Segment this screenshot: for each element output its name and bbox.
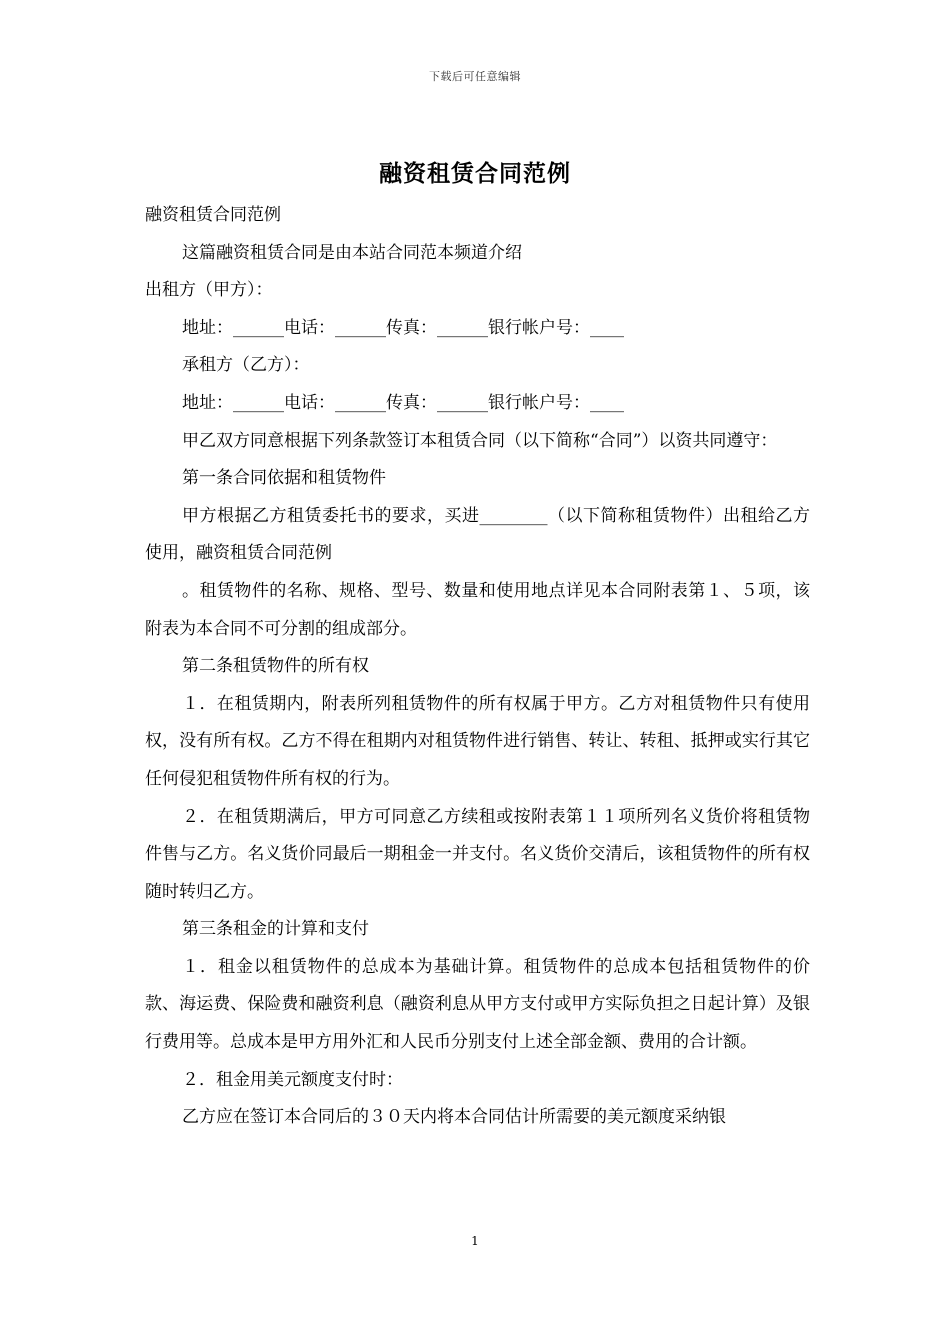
paragraph-subtitle: 融资租赁合同范例: [145, 205, 281, 225]
article-heading-3: 第三条租金的计算和支付: [182, 919, 369, 940]
paragraph-article-3-item-2: ２．租金用美元额度支付时：: [182, 1069, 403, 1090]
paragraph-lessee: 承租方（乙方）：: [182, 355, 310, 376]
article-heading-1: 第一条合同依据和租赁物件: [182, 468, 386, 489]
paragraph-article-3-item-1: １．租金以租赁物件的总成本为基础计算。租赁物件的总成本包括租赁物件的价款、海运费、保险费和融资利息（融资利息从甲方支付或甲方实际负担之日起计算）及银行费用等。总成本是甲方用外汇和人民币分别支付上述全部金额、费用的合计额。: [145, 956, 810, 1053]
page-number: 1: [471, 1234, 479, 1248]
article-heading-2: 第二条租赁物件的所有权: [182, 656, 369, 677]
paragraph-lessor: 出租方（甲方）：: [145, 280, 273, 301]
paragraph-lessor-contact: 地址：______电话：______传真：______银行帐户号：____: [182, 317, 624, 338]
paragraph-article-2-item-2: ２．在租赁期满后，甲方可同意乙方续租或按附表第１１项所列名义货价将租赁物件售与乙方。名义货价同最后一期租金一并支付。名义货价交清后，该租赁物件的所有权随时转归乙方。: [145, 806, 810, 902]
document-title: 融资租赁合同范例: [379, 160, 571, 187]
paragraph-intro: 这篇融资租赁合同是由本站合同范本频道介绍: [182, 242, 522, 263]
paragraph-article-1-detail: 。租赁物件的名称、规格、型号、数量和使用地点详见本合同附表第１、５项，该附表为本合同不可分割的组成部分。: [145, 580, 810, 639]
paragraph-article-3-item-2-body: 乙方应在签订本合同后的３０天内将本合同估计所需要的美元额度采纳银: [182, 1107, 726, 1128]
document-body: [145, 197, 810, 1137]
page-header-note: 下载后可任意编辑: [429, 70, 521, 83]
paragraph-lessee-contact: 地址：______电话：______传真：______银行帐户号：____: [182, 392, 624, 413]
paragraph-article-1-body: 甲方根据乙方租赁委托书的要求，买进________（以下简称租赁物件）出租给乙方使用，融资租赁合同范例: [145, 505, 810, 564]
paragraph-agreement: 甲乙双方同意根据下列条款签订本租赁合同（以下简称“合同”）以资共同遵守：: [182, 430, 778, 451]
paragraph-article-2-item-1: １．在租赁期内，附表所列租赁物件的所有权属于甲方。乙方对租赁物件只有使用权，没有所有权。乙方不得在租期内对租赁物件进行销售、转让、转租、抵押或实行其它任何侵犯租赁物件所有权的行为。: [145, 693, 810, 789]
